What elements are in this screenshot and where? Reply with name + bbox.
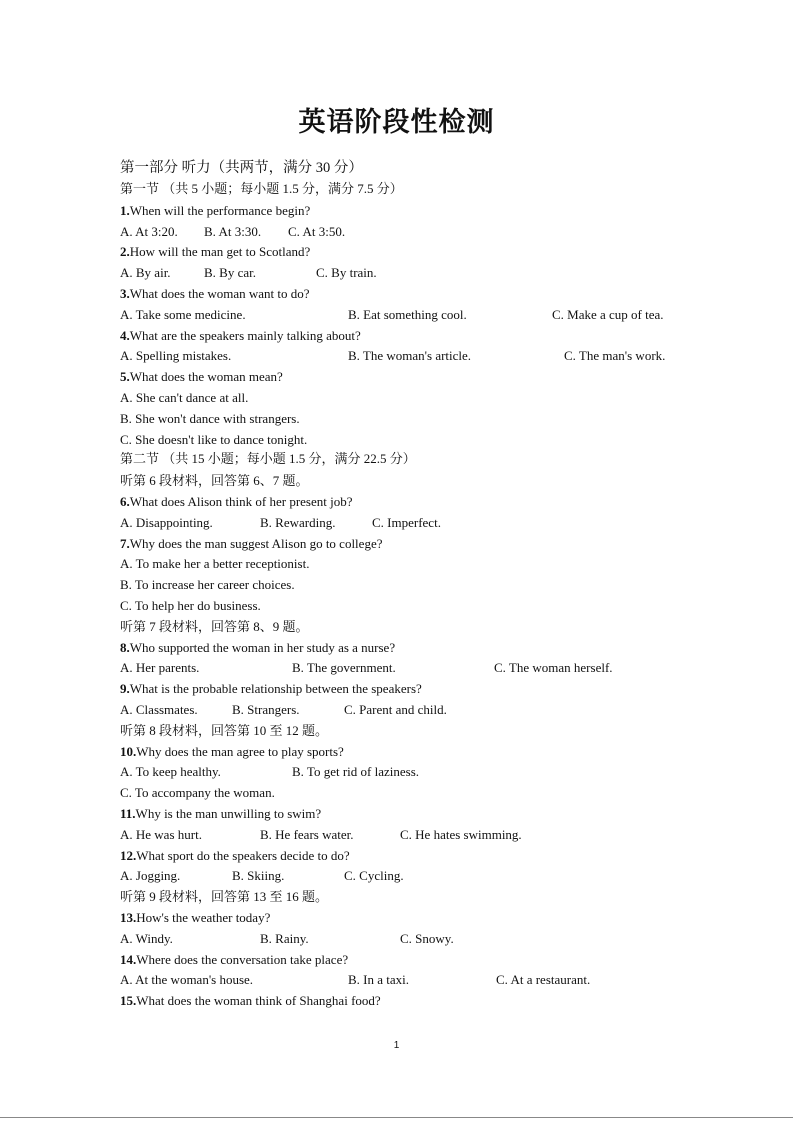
option: B. The woman's article. <box>348 348 472 363</box>
option: C. Parent and child. <box>344 702 447 717</box>
option: C. At a restaurant. <box>496 972 591 987</box>
question-13: 13.How's the weather today? <box>120 910 271 925</box>
option: A. To keep healthy. <box>120 764 221 779</box>
option: A. Jogging. <box>120 868 181 883</box>
option: A. Spelling mistakes. <box>120 348 232 363</box>
question-2: 2.How will the man get to Scotland? <box>120 244 311 259</box>
question-4: 4.What are the speakers mainly talking about? <box>120 328 361 343</box>
option: B. By car. <box>204 265 256 280</box>
option: C. Snowy. <box>400 931 454 946</box>
option: B. To increase her career choices. <box>120 577 295 592</box>
option: B. To get rid of laziness. <box>292 764 420 779</box>
option: B. Eat something cool. <box>348 307 467 322</box>
material-instruction: 听第 8 段材料，回答第 10 至 12 题。 <box>120 723 329 738</box>
option: A. At 3:20. <box>120 224 178 239</box>
question-15: 15.What does the woman think of Shanghai food? <box>120 993 381 1008</box>
question-11: 11.Why is the man unwilling to swim? <box>120 806 322 821</box>
option: A. By air. <box>120 265 171 280</box>
option: B. The government. <box>292 660 396 675</box>
option: A. Take some medicine. <box>120 307 246 322</box>
option: C. The man's work. <box>564 348 666 363</box>
question-12: 12.What sport do the speakers decide to do? <box>120 848 350 863</box>
option: B. Rainy. <box>260 931 309 946</box>
option: B. Skiing. <box>232 868 285 883</box>
material-instruction: 听第 7 段材料，回答第 8、9 题。 <box>120 619 309 634</box>
question-7: 7.Why does the man suggest Alison go to college? <box>120 536 383 551</box>
question-5: 5.What does the woman mean? <box>120 369 283 384</box>
option: B. He fears water. <box>260 827 354 842</box>
option: C. To accompany the woman. <box>120 785 275 800</box>
option: B. Rewarding. <box>260 515 336 530</box>
question-9: 9.What is the probable relationship between the speakers? <box>120 681 422 696</box>
option: B. Strangers. <box>232 702 300 717</box>
option: A. Windy. <box>120 931 173 946</box>
section2-heading: 第二节 （共 15 小题；每小题 1.5 分，满分 22.5 分） <box>120 451 416 466</box>
option: A. He was hurt. <box>120 827 202 842</box>
option: C. Cycling. <box>344 868 404 883</box>
option: A. She can't dance at all. <box>120 390 249 405</box>
question-3: 3.What does the woman want to do? <box>120 286 310 301</box>
option: C. Imperfect. <box>372 515 441 530</box>
option: B. At 3:30. <box>204 224 262 239</box>
part1-heading: 第一部分 听力（共两节，满分 30 分） <box>120 160 363 176</box>
option: C. She doesn't like to dance tonight. <box>120 432 308 447</box>
option: A. Her parents. <box>120 660 200 675</box>
material-instruction: 听第 9 段材料，回答第 13 至 16 题。 <box>120 889 329 904</box>
option: B. She won't dance with strangers. <box>120 411 300 426</box>
material-instruction: 听第 6 段材料，回答第 6、7 题。 <box>120 473 309 488</box>
option: C. At 3:50. <box>288 224 346 239</box>
option: B. In a taxi. <box>348 972 410 987</box>
option: C. To help her do business. <box>120 598 261 613</box>
option: A. Disappointing. <box>120 515 213 530</box>
page-bottom-rule <box>0 1117 793 1118</box>
question-10: 10.Why does the man agree to play sports? <box>120 744 344 759</box>
option: A. To make her a better receptionist. <box>120 556 310 571</box>
option: C. He hates swimming. <box>400 827 522 842</box>
page-title: 英语阶段性检测 <box>298 107 495 138</box>
question-1: 1.When will the performance begin? <box>120 203 311 218</box>
option: C. By train. <box>316 265 377 280</box>
section1-heading: 第一节 （共 5 小题；每小题 1.5 分，满分 7.5 分） <box>120 181 403 196</box>
page-number: 1 <box>393 1040 400 1051</box>
option: A. At the woman's house. <box>120 972 254 987</box>
question-14: 14.Where does the conversation take place? <box>120 952 349 967</box>
option: C. Make a cup of tea. <box>552 307 664 322</box>
question-6: 6.What does Alison think of her present job? <box>120 494 353 509</box>
question-8: 8.Who supported the woman in her study as a nurse? <box>120 640 396 655</box>
option: A. Classmates. <box>120 702 198 717</box>
option: C. The woman herself. <box>494 660 613 675</box>
